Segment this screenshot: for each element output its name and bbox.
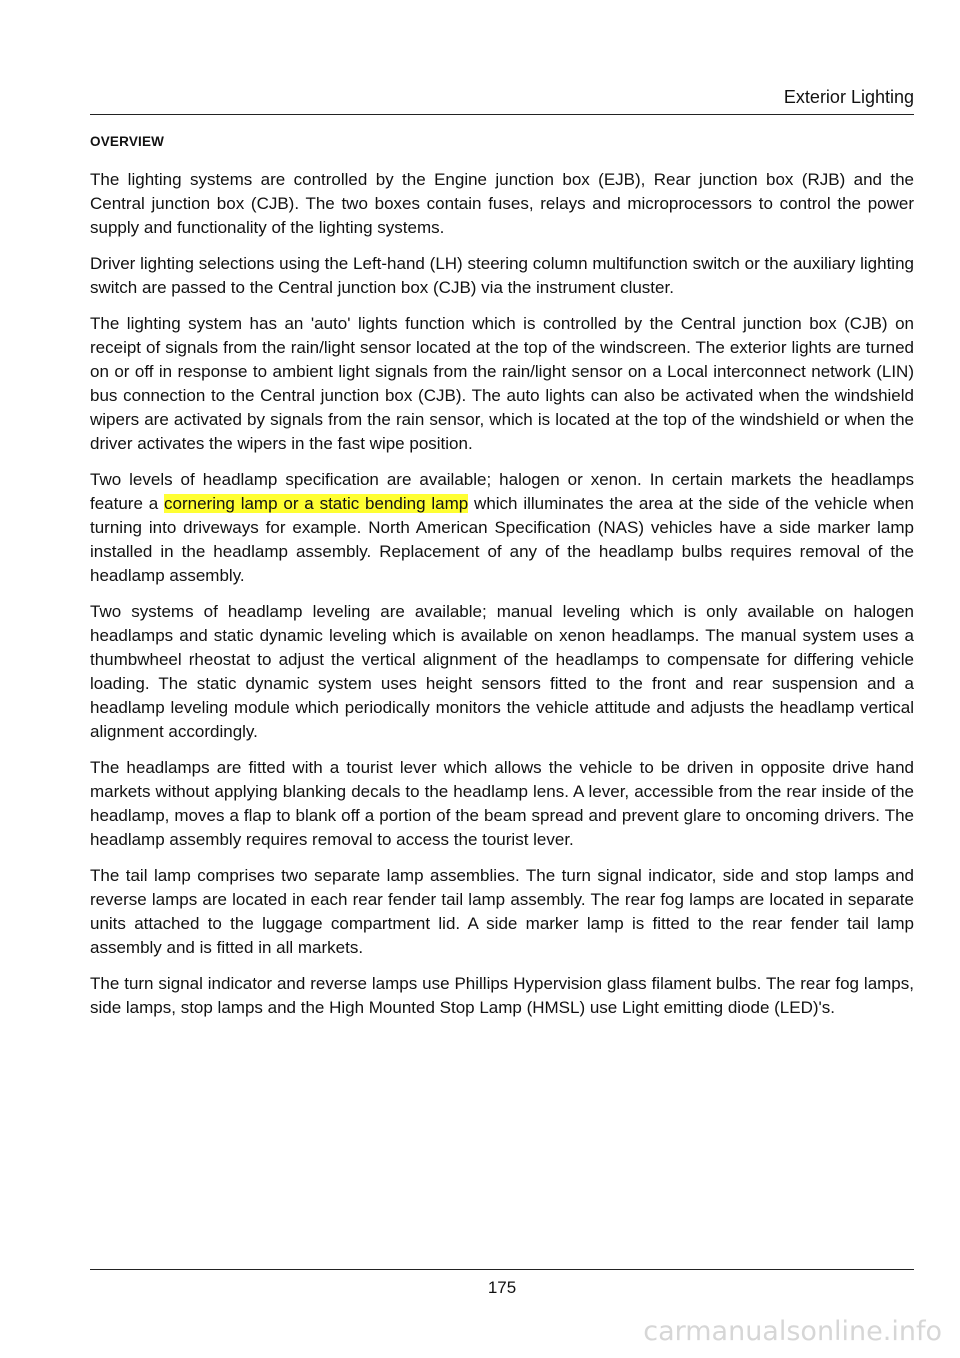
- paragraph-headlamp-specification: [90, 468, 914, 588]
- paragraph-driver-selections: Driver lighting selections using the Left-hand (LH) steering column multifunction switch or the auxiliary lighting switch are passed to the Central junction box (CJB) via the instrument cluster.: [90, 254, 914, 297]
- paragraph-tourist-lever: The headlamps are fitted with a tourist lever which allows the vehicle to be driven in opposite drive hand markets without applying blanking decals to the headlamp lens. A lever, accessible from the rear inside of the headlamp, moves a flap to blank off a portion of the beam spread and prevent glare to oncoming drivers. The headlamp assembly requires removal to access the tourist lever.: [90, 758, 914, 849]
- paragraph-headlamp-leveling: Two systems of headlamp leveling are available; manual leveling which is only available on halogen headlamps and static dynamic leveling which is available on xenon headlamps. The manual system uses a thumbwheel rheostat to adjust the vertical alignment of the headlamps to compensate for differing vehicle loading. The static dynamic system uses height sensors fitted to the front and rear suspension and a headlamp leveling module which periodically monitors the vehicle attitude and adjusts the headlamp vertical alignment accordingly.: [90, 602, 914, 741]
- page-number: 175: [487, 1278, 517, 1297]
- page-footer: [90, 1269, 914, 1297]
- paragraph-junction-boxes: The lighting systems are controlled by the Engine junction box (EJB), Rear junction box (RJB) and the Central junction box (CJB). The two boxes contain fuses, relays and microprocessors to control the power supply and functionality of the lighting systems.: [90, 170, 914, 237]
- highlighted-text: cornering lamp or a static bending lamp: [164, 494, 469, 513]
- watermark: carmanualsonline.info: [643, 1316, 942, 1347]
- paragraph-text: Two levels of headlamp specification are available; halogen or xenon. In certain markets the headlamps feature a: [90, 470, 914, 513]
- header-title: Exterior Lighting: [783, 87, 914, 107]
- paragraph-auto-lights: The lighting system has an 'auto' lights function which is controlled by the Central junction box (CJB) on receipt of signals from the rain/light sensor located at the top of the windscreen. The exterior lights are turned on or off in response to ambient light signals from the rain/light sensor on a Local interconnect network (LIN) bus connection to the Central junction box (CJB). The auto lights can also be activated when the windshield wipers are activated by signals from the rain sensor, which is located at the top of the windshield or when the driver activates the wipers in the fast wipe position.: [90, 314, 914, 453]
- paragraph-text: which illuminates the area at the side of the vehicle when turning into driveways for example. North American Specification (NAS) vehicles have a side marker lamp installed in the headlamp assembly. Replacement of any of the headlamp bulbs requires removal of the headlamp assembly.: [90, 494, 914, 585]
- paragraph-bulbs: The turn signal indicator and reverse lamps use Phillips Hypervision glass filament bulbs. The rear fog lamps, side lamps, stop lamps and the High Mounted Stop Lamp (HMSL) use Light emitting diode (LED)'s.: [90, 974, 914, 1017]
- paragraph-tail-lamp: The tail lamp comprises two separate lamp assemblies. The turn signal indicator, side and stop lamps and reverse lamps are located in each rear fender tail lamp assembly. The rear fog lamps are located in separate units attached to the luggage compartment lid. A side marker lamp is fitted to the rear fender tail lamp assembly and is fitted in all markets.: [90, 866, 914, 957]
- section-heading: OVERVIEW: [90, 134, 165, 149]
- body-content: [90, 168, 914, 1032]
- page-header: [90, 86, 914, 115]
